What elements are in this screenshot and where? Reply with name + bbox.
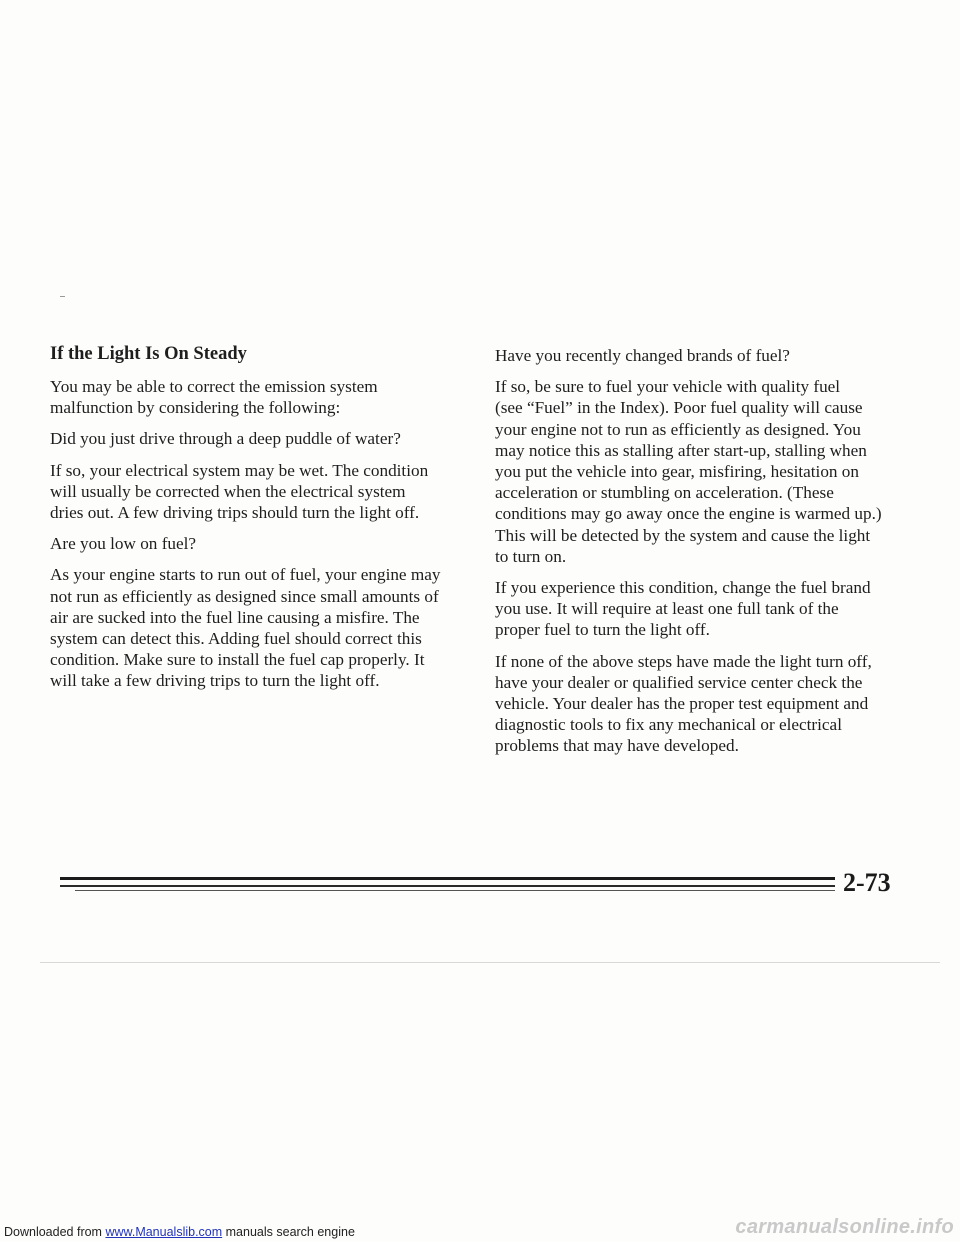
paragraph: If you experience this condition, change the fuel brand you use. It will require at least one full tank of the proper fuel to turn the light off. [495,578,871,640]
paragraph: Did you just drive through a deep puddle of water? [50,429,401,449]
footer-rule [60,885,835,887]
stray-mark [60,296,65,297]
paragraph: Have you recently changed brands of fuel? [495,346,790,365]
paragraph: You may be able to correct the emission system malfunction by considering the following: [50,377,378,418]
footer-prefix: Downloaded from [4,1225,106,1239]
paragraph: As your engine starts to run out of fuel, your engine may not run as efficiently as designed since small amounts of air are sucked into the fuel line causing a misfire. The system can detect this. Adding fuel should correct this condition. Make sure to install the fuel cap properly. It will take a few driving trips to turn the light off. [50,565,441,691]
left-column [50,343,470,702]
paragraph: If so, your electrical system may be wet. The condition will usually be corrected when the electrical system dries out. A few driving trips should turn the light off. [50,460,429,523]
paragraph: If none of the above steps have made the light turn off, have your dealer or qualified service center check the vehicle. Your dealer has the proper test equipment and diagnostic tools to fix any mechanical or electrical problems that may have developed. [495,651,872,756]
scan-line [40,962,940,963]
manualslib-link[interactable]: www.Manualslib.com [105,1225,223,1239]
download-footer [4,1225,355,1239]
footer-rule [75,890,835,891]
right-column [495,345,885,767]
footer-suffix: manuals search engine [222,1225,355,1239]
paragraph: Are you low on fuel? [50,534,197,554]
watermark: carmanualsonline.info [735,1216,954,1238]
footer-rule [60,877,835,880]
paragraph: If so, be sure to fuel your vehicle with quality fuel (see “Fuel” in the Index). Poor fuel quality will cause your engine not to run as efficiently as designed. You may notice this as stalling after start-up, stalling when you put the vehicle into gear, misfiring, hesitation on acceleration or stumbling on acceleration. (These conditions may go away once the engine is warmed up.) This will be detected by the system and cause the light to turn on. [495,377,882,566]
page-number: 2-73 [843,868,891,897]
section-heading: If the Light Is On Steady [50,344,247,364]
